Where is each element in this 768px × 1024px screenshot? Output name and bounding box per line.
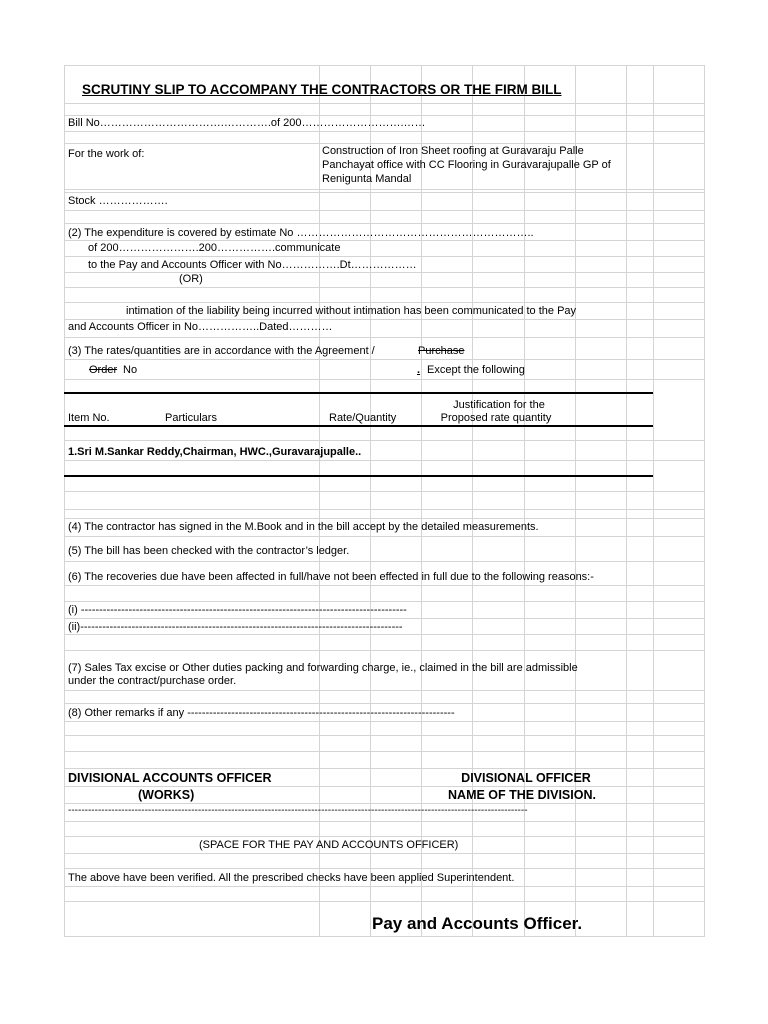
item5-line: (5) The bill has been checked with the contractor’s ledger. [68, 545, 350, 557]
item8-line: (8) Other remarks if any ------------------------------------------------------------------------- [68, 707, 455, 719]
column-header-particulars: Particulars [165, 412, 217, 424]
column-header-justification-1: Justification for the [453, 399, 545, 411]
intimation-line-1: intimation of the liability being incurred without intimation has been communicated to the Pay [126, 305, 577, 317]
signature-left-title: DIVISIONAL ACCOUNTS OFFICER [68, 771, 272, 785]
work-description-line-2: Panchayat office with CC Flooring in Guravarajupalle GP of [322, 159, 611, 171]
space-for-pao: (SPACE FOR THE PAY AND ACCOUNTS OFFICER) [199, 839, 459, 851]
item3-dot: . [417, 364, 421, 376]
item2-line-2: of 200………………….200…………….communicate [88, 242, 341, 254]
item3-purchase-struck: Purchase [418, 345, 465, 357]
form-title: SCRUTINY SLIP TO ACCOMPANY THE CONTRACTORS OR THE FIRM BILL [82, 82, 562, 97]
item3-line-1: (3) The rates/quantities are in accordance with the Agreement / [68, 345, 375, 357]
item7-line-1: (7) Sales Tax excise or Other duties packing and forwarding charge, ie., claimed in the bill are admissible [68, 662, 578, 674]
work-description-line-3: Renigunta Mandal [322, 173, 412, 185]
item2-line-3: to the Pay and Accounts Officer with No…………….Dt……………… [88, 259, 417, 271]
reason-ii-line: (ii)---------------------------------------------------------------------------------------- [68, 621, 403, 633]
item3-no: No [123, 364, 138, 376]
separator-dashes: ------------------------------------------------------------------------------------------------------------------------------------------ [68, 805, 528, 816]
pay-and-accounts-officer-signature: Pay and Accounts Officer. [372, 914, 583, 933]
signature-left-subtitle: (WORKS) [138, 788, 195, 802]
stock-line: Stock ………………. [68, 195, 168, 207]
item2-line-1: (2) The expenditure is covered by estimate No ……………………………………………………….. [68, 227, 534, 239]
item6-line: (6) The recoveries due have been affected in full/have not been effected in full due to the following reasons:- [68, 571, 594, 583]
verified-line: The above have been verified. All the prescribed checks have been applied Superintendent. [68, 872, 515, 884]
item7-line-2: under the contract/purchase order. [68, 675, 237, 687]
item4-line: (4) The contractor has signed in the M.Book and in the bill accept by the detailed measurements. [68, 521, 539, 533]
bill-no-line: Bill No…………………………….………….of 200……………………….…… [68, 117, 426, 129]
column-header-item-no: Item No. [68, 412, 110, 424]
item-row-1: 1.Sri M.Sankar Reddy,Chairman, HWC.,Guravarajupalle.. [68, 446, 362, 458]
item2-or: (OR) [179, 273, 203, 285]
column-header-rate-quantity: Rate/Quantity [329, 412, 397, 424]
column-header-justification-2: Proposed rate quantity [440, 412, 552, 424]
work-description-line-1: Construction of Iron Sheet roofing at Guravaraju Palle [322, 145, 584, 157]
signature-right-subtitle: NAME OF THE DIVISION. [448, 788, 596, 802]
work-label: For the work of: [68, 148, 145, 160]
item3-order-struck: Order [89, 364, 118, 376]
signature-right-title: DIVISIONAL OFFICER [461, 771, 591, 785]
item3-except: Except the following [427, 364, 525, 376]
intimation-line-2: and Accounts Officer in No……………..Dated………… [68, 321, 333, 333]
reason-i-line: (i) ----------------------------------------------------------------------------------------- [68, 604, 407, 616]
